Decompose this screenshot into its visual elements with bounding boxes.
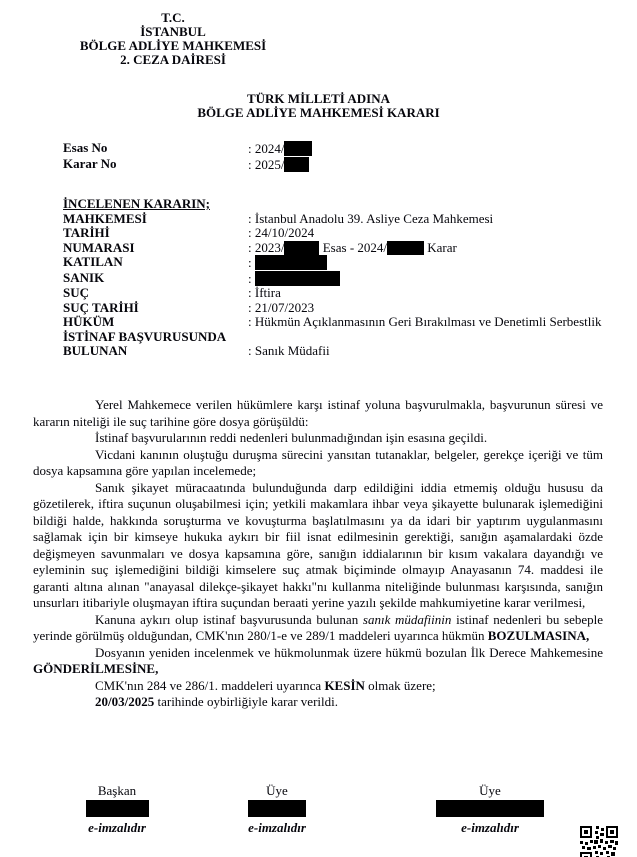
redaction-box [284,157,309,172]
redaction-box [248,800,306,817]
decision-date: 20/03/2025 [95,694,155,709]
numarasi-suffix: Karar [424,239,457,255]
field-value: : İstanbul Anadolu 39. Asliye Ceza Mahkemesi [248,210,494,226]
section-title: İNCELENEN KARARIN; [63,196,210,211]
field-value: : Hükmün Açıklanmasının Geri Bırakılması ve Denetimli Serbestlik [248,314,602,329]
header-line-city: İSTANBUL [140,24,206,39]
reviewed-decision-section [63,197,608,359]
field-label: TARİHİ [63,225,110,240]
ruling-text: istinaf nedenleri bu sebeple yerinde görülmüş olduğundan, CMK'nın 280/1-e ve 289/1 maddeleri uyarınca hükmün [33,611,604,643]
decision-title [0,92,637,120]
decision-title-line2: BÖLGE ADLİYE MAHKEMESİ KARARI [197,105,440,120]
body-paragraph-final [33,678,603,695]
field-row-hukum [63,315,608,330]
court-header [30,11,316,67]
signature-title: Üye [479,783,501,798]
field-label: NUMARASI [63,239,135,255]
field-label: KATILAN [63,254,123,269]
field-value: : Sanık Müdafii [248,343,330,358]
body-paragraph-remand [33,645,603,678]
e-signature-label: e-imzalıdır [88,820,146,835]
remand-bold-gonderilmesine: GÖNDERİLMESİNE, [33,661,159,676]
field-label: SUÇ [63,285,90,300]
decision-title-line1: TÜRK MİLLETİ ADINA [246,91,391,106]
numarasi-karar-prefix: Esas - 2024/ [319,239,388,255]
field-row-istinaf [63,330,608,345]
body-paragraph: İstinaf başvurularının reddi nedenleri bulunmadığından işin esasına geçildi. [95,430,488,445]
redaction-box [284,141,312,156]
case-row-esas [63,141,312,157]
body-paragraph: Vicdani kanının oluştuğu duruşma sürecini yansıtan tutanaklar, belgeler, gerekçe içeriği ve tüm dosya kapsamına göre yapılan incelemede; [33,446,603,478]
field-row-tarihi [63,226,608,241]
case-row-karar [63,157,312,173]
signature-block-president [52,783,182,836]
field-row-katilan [63,255,608,271]
field-value [248,241,457,256]
field-label: BULUNAN [63,343,128,358]
remand-text: Dosyanın yeniden incelenmek ve hükmolunmak üzere hükmü bozulan İlk Derece Mahkemesine [95,644,603,660]
field-value: : 21/07/2023 [248,299,315,315]
field-value: : 24/10/2024 [248,225,315,240]
final-text: CMK'nın 284 ve 286/1. maddeleri uyarınca [95,677,325,693]
field-row-numarasi [63,241,608,256]
decision-body [33,397,603,711]
field-label: Esas No [63,140,108,155]
signature-block-member-1 [212,783,342,836]
ruling-italic-defense-counsel: sanık müdafiinin [362,611,452,627]
body-paragraph-ruling [33,612,603,645]
ruling-bold-bozulmasina: BOZULMASINA, [487,628,590,643]
field-label: SANIK [63,269,105,285]
numarasi-esas-prefix: : 2023/ [248,239,285,255]
signature-title: Üye [266,783,288,798]
field-row-suc [63,286,608,301]
redaction-box [284,241,319,255]
signature-block-member-2 [425,783,555,836]
field-label: İSTİNAF BAŞVURUSUNDA [63,328,227,344]
field-row-mahkemesi [63,212,608,227]
field-label: MAHKEMESİ [63,210,147,226]
header-line-tc: T.C. [161,10,185,25]
field-label: SUÇ TARİHİ [63,299,139,315]
redaction-box [436,800,544,817]
e-signature-label: e-imzalıdır [248,820,306,835]
field-label: Karar No [63,155,117,171]
final-bold-kesin: KESİN [324,677,365,693]
ruling-text: Kanuna aykırı olup istinaf başvurusunda bulunan [95,611,363,627]
qr-code-icon [580,826,618,857]
header-line-court: BÖLGE ADLİYE MAHKEMESİ [79,38,267,53]
case-number-block [63,141,312,172]
date-text: tarihinde oybirliğiyle karar verildi. [154,694,338,709]
field-row-sanik [63,271,608,287]
body-paragraph: Sanık şikayet müracaatında bulunduğunda darp edildiğini iddia etmemiş olduğu hususu da gözetilerek, iftira suçunun oluşabilmesi için; yetkili makamlara ihbar veya şikayette bulunarak işlemediğini bildiği halde, hakkında soruşturma ve kovuşturma başlatılmasını ya da idari bir yaptırım uygulanmasını sağlamak için bir kimseye hukuka aykırı bir fiil isnat edilmesinin gerektiği, sanığın aşamalardaki özde değişmeyen savunmaları ve dosya kapsamına göre, sanığın iddialarının bir kısım vakalara dayandığı ve eyleminin suç işlemediğini bildiği kimselere suç atmak biçiminde olmayıp Anayasanın 74. maddesi ile garanti altına alınan "anayasal dilekçe-şikayet hakkı"nı kullanma niteliğinde bulunması karşısında, sanığın unsurları itibariyle oluşmayan iftira suçundan beraati yerine yazılı şekilde mahkumiyetine karar verilmesi, [33,479,603,610]
body-paragraph-date [33,694,603,711]
e-signature-label: e-imzalıdır [461,820,519,835]
final-text: olmak üzere; [364,677,436,693]
field-value: : [248,270,255,286]
field-row-bulunan [63,344,608,359]
redaction-box [255,271,340,286]
signature-title: Başkan [97,783,137,798]
field-value: : İftira [248,285,281,300]
field-label: HÜKÜM [63,314,115,329]
redaction-box [255,255,327,270]
field-value: : 2024/ [248,141,285,156]
redaction-box [387,241,424,255]
field-value: : 2025/ [248,156,285,172]
field-row-suc-tarihi [63,301,608,316]
redaction-box [86,800,149,817]
field-value: : [248,255,255,270]
header-line-chamber: 2. CEZA DAİRESİ [120,52,226,67]
body-paragraph: Yerel Mahkemece verilen hükümlere karşı istinaf yoluna başvurulmakla, başvurunun süresi ve kararın niteliği ile suç tarihine göre dosya görüşüldü: [33,397,603,429]
